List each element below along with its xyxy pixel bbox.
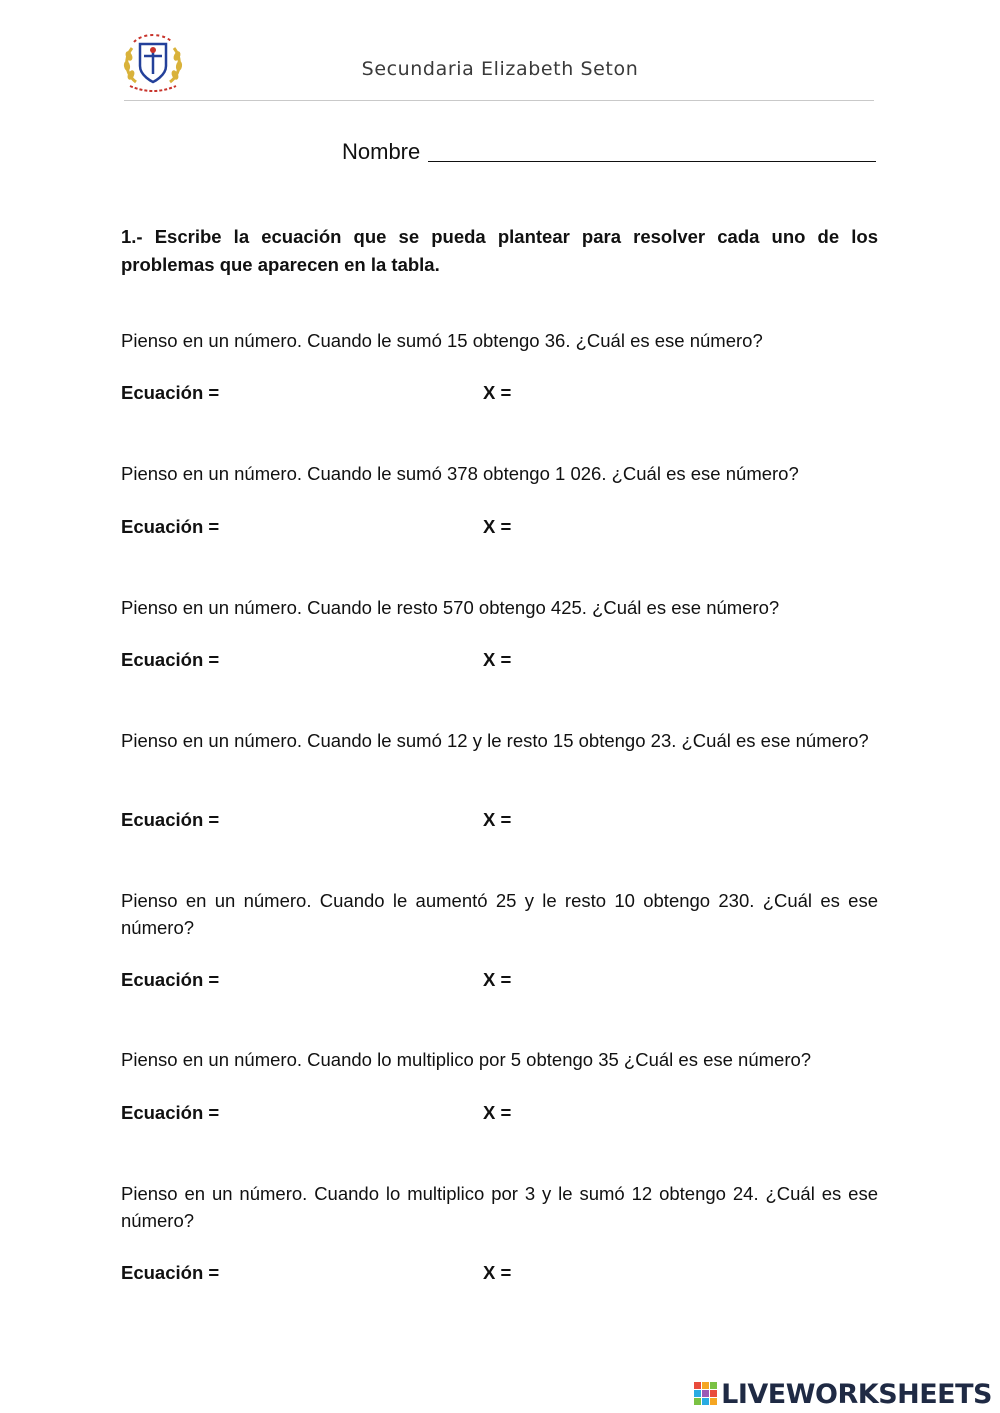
problem-5-text: Pienso en un número. Cuando le aumentó 25 y le resto 10 obtengo 230. ¿Cuál es ese número? — [121, 890, 878, 938]
problem-2-text: Pienso en un número. Cuando le sumó 378 obtengo 1 026. ¿Cuál es ese número? — [121, 463, 799, 484]
problem-6-answer-row — [121, 1102, 878, 1126]
name-input-line[interactable] — [428, 139, 876, 162]
liveworksheets-wordmark: LIVEWORKSHEETS — [721, 1378, 992, 1410]
x-answer-field[interactable]: X = — [483, 809, 512, 830]
equation-answer-field[interactable]: Ecuación = — [121, 1102, 220, 1123]
problem-3-text: Pienso en un número. Cuando le resto 570 obtengo 425. ¿Cuál es ese número? — [121, 597, 780, 618]
equation-answer-field[interactable]: Ecuación = — [121, 649, 220, 670]
x-answer-field[interactable]: X = — [483, 1262, 512, 1283]
equation-answer-field[interactable]: Ecuación = — [121, 969, 220, 990]
equation-answer-field[interactable]: Ecuación = — [121, 382, 220, 403]
x-answer-field[interactable]: X = — [483, 969, 512, 990]
instruction-text: 1.- Escribe la ecuación que se pueda plantear para resolver cada uno de los problemas que aparecen en la tabla. — [121, 226, 878, 275]
equation-answer-field[interactable]: Ecuación = — [121, 516, 220, 537]
problem-1-text: Pienso en un número. Cuando le sumó 15 obtengo 36. ¿Cuál es ese número? — [121, 330, 763, 351]
problem-7-text: Pienso en un número. Cuando lo multiplico por 3 y le sumó 12 obtengo 24. ¿Cuál es ese número? — [121, 1183, 878, 1231]
x-answer-field[interactable]: X = — [483, 516, 512, 537]
x-answer-field[interactable]: X = — [483, 649, 512, 670]
equation-answer-field[interactable]: Ecuación = — [121, 809, 220, 830]
problem-3-answer-row — [121, 649, 878, 673]
name-field — [342, 139, 876, 165]
problem-4-text: Pienso en un número. Cuando le sumó 12 y le resto 15 obtengo 23. ¿Cuál es ese número? — [121, 730, 869, 751]
x-answer-field[interactable]: X = — [483, 1102, 512, 1123]
liveworksheets-brand — [694, 1377, 992, 1411]
problem-6-text: Pienso en un número. Cuando lo multiplico por 5 obtengo 35 ¿Cuál es ese número? — [121, 1049, 812, 1070]
name-label: Nombre — [342, 139, 421, 164]
problem-1-answer-row — [121, 382, 878, 406]
equation-answer-field[interactable]: Ecuación = — [121, 1262, 220, 1283]
problem-7-answer-row — [121, 1262, 878, 1286]
school-name: Secundaria Elizabeth Seton — [361, 58, 639, 80]
problem-2-answer-row — [121, 516, 878, 540]
liveworksheets-logo-icon — [694, 1382, 718, 1406]
header-divider — [124, 100, 874, 101]
problem-4-answer-row — [121, 809, 878, 833]
x-answer-field[interactable]: X = — [483, 382, 512, 403]
problem-5-answer-row — [121, 969, 878, 993]
